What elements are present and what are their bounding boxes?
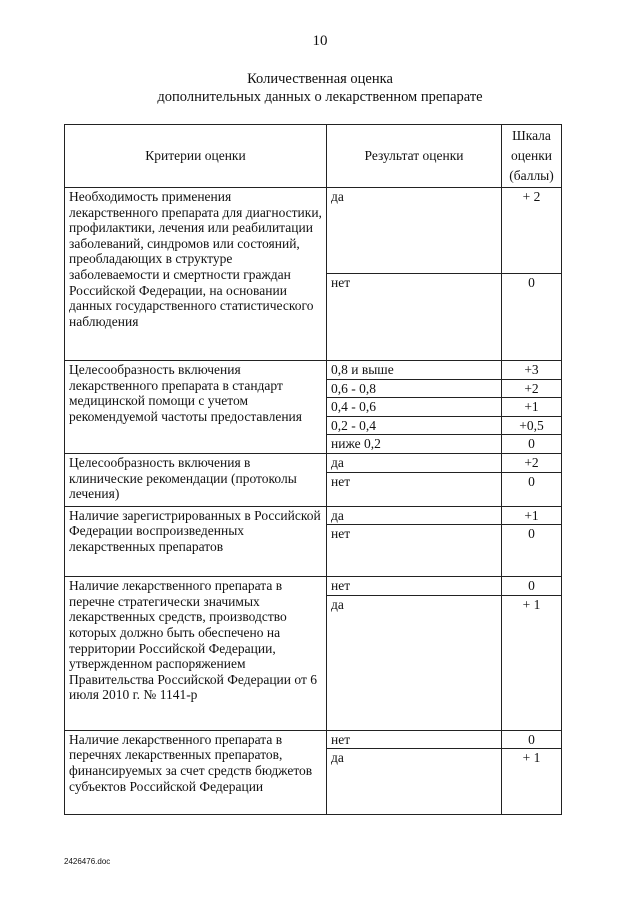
score-cell: + 1 [502,749,562,815]
result-cell: нет [327,525,502,577]
result-cell: 0,8 и выше [327,361,502,380]
header-scale-line-3: (баллы) [509,168,554,183]
header-scale [502,125,562,188]
result-cell: да [327,749,502,815]
criterion-cell: Необходимость применения лекарственного препарата для диагностики, профилактики, лечения или реабилитации заболеваний, синдромов или состояний, преобладающих в структуре заболеваемости и смертности граждан Российской Федерации, на основании данных государственного статистического наблюдения [65,188,327,361]
criterion-cell: Наличие лекарственного препарата в перечне стратегически значимых лекарственных средств, производство которых должно быть обеспечено на территории Российской Федерации, утвержденном распоряжением Правительства Российской Федерации от 6 июля 2010 г. № 1141-р [65,577,327,731]
score-cell: +2 [502,379,562,398]
header-result: Результат оценки [327,125,502,188]
result-cell: нет [327,577,502,596]
header-scale-line-1: Шкала [512,128,551,143]
result-cell: 0,6 - 0,8 [327,379,502,398]
title-line-1: Количественная оценка [247,71,393,87]
criterion-cell: Наличие зарегистрированных в Российской Федерации воспроизведенных лекарственных препаратов [65,506,327,577]
criterion-cell: Наличие лекарственного препарата в перечнях лекарственных препаратов, финансируемых за счет средств бюджетов субъектов Российской Федерации [65,730,327,815]
score-cell: 0 [502,577,562,596]
table-row [65,361,562,380]
score-cell: +2 [502,453,562,472]
result-cell: нет [327,472,502,506]
score-cell: +3 [502,361,562,380]
result-cell: да [327,188,502,274]
score-cell: 0 [502,435,562,454]
result-cell: 0,2 - 0,4 [327,416,502,435]
table-header-row [65,125,562,188]
result-cell: ниже 0,2 [327,435,502,454]
result-cell: да [327,506,502,525]
criteria-table [64,124,562,815]
header-criteria: Критерии оценки [65,125,327,188]
table-row [65,577,562,596]
score-cell: 0 [502,472,562,506]
criterion-cell: Целесообразность включения лекарственного препарата в стандарт медицинской помощи с учетом рекомендуемой частоты предоставления [65,361,327,454]
score-cell: +1 [502,506,562,525]
document-title [0,70,640,106]
footer-filename: 2426476.doc [64,857,111,866]
result-cell: 0,4 - 0,6 [327,398,502,417]
score-cell: + 2 [502,188,562,274]
result-cell: нет [327,730,502,749]
header-scale-line-2: оценки [511,148,552,163]
score-cell: 0 [502,730,562,749]
result-cell: да [327,453,502,472]
criterion-cell: Целесообразность включения в клинические рекомендации (протоколы лечения) [65,453,327,506]
result-cell: нет [327,274,502,361]
table-row [65,188,562,274]
score-cell: 0 [502,525,562,577]
table-row [65,730,562,749]
result-cell: да [327,595,502,730]
table-row [65,506,562,525]
score-cell: +0,5 [502,416,562,435]
page-number: 10 [312,33,328,49]
title-line-2: дополнительных данных о лекарственном препарате [157,89,483,105]
score-cell: +1 [502,398,562,417]
score-cell: 0 [502,274,562,361]
table-row [65,453,562,472]
score-cell: + 1 [502,595,562,730]
